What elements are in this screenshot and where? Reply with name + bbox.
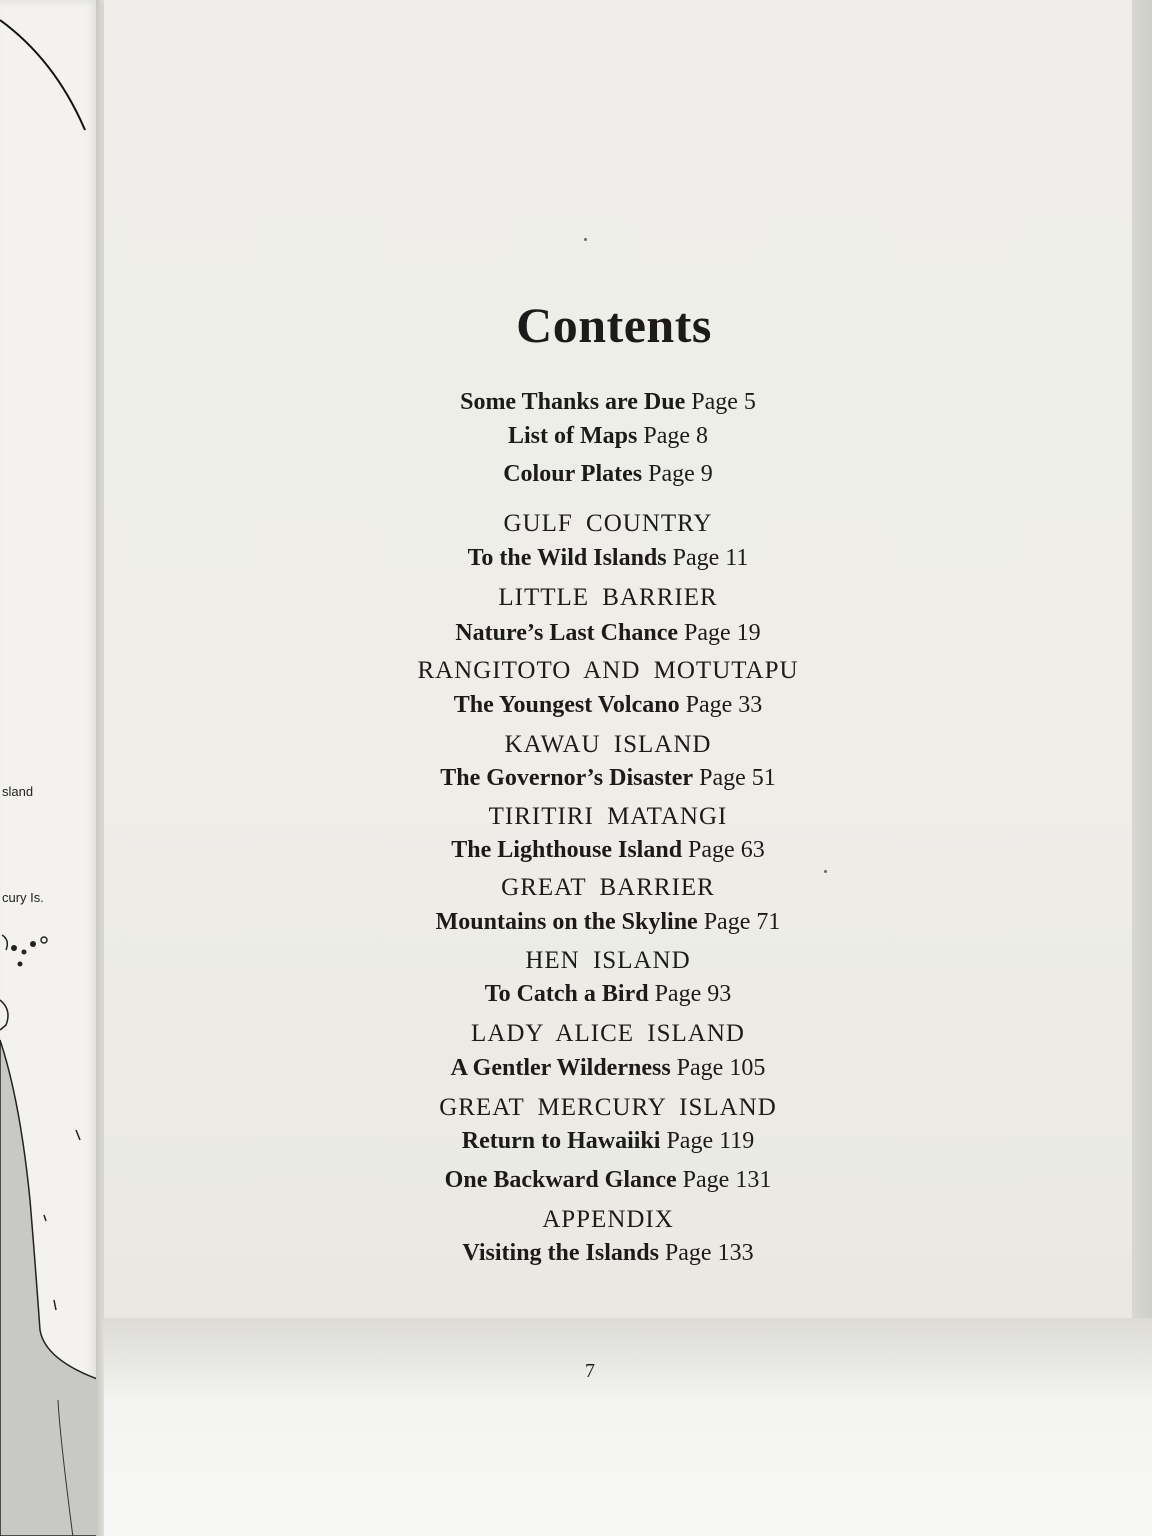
entry-page: Page 71 — [703, 909, 781, 935]
toc-entry — [0, 1128, 1152, 1155]
section-heading: GREAT MERCURY ISLAND — [439, 1094, 777, 1121]
entry-title: To Catch a Bird — [484, 981, 649, 1007]
entry-title: List of Maps — [508, 423, 638, 449]
section-heading: APPENDIX — [542, 1206, 674, 1233]
map-label: sland — [2, 784, 34, 799]
entry-page: Page 11 — [672, 545, 749, 571]
toc-entry — [0, 765, 1152, 792]
entry-title: Colour Plates — [503, 461, 643, 487]
toc-entry — [0, 1240, 1152, 1267]
section-heading: TIRITIRI MATANGI — [488, 803, 728, 830]
toc-entry — [0, 389, 1152, 416]
entry-page: Page 19 — [684, 620, 761, 646]
entry-page: Page 9 — [648, 461, 713, 487]
toc-entry — [0, 1055, 1152, 1082]
entry-page: Page 8 — [643, 423, 708, 449]
toc-entry — [0, 909, 1152, 936]
entry-title: Mountains on the Skyline — [435, 909, 698, 935]
section-heading: HEN ISLAND — [525, 947, 691, 974]
toc-entry — [0, 545, 1152, 572]
entry-title: A Gentler Wilderness — [450, 1055, 671, 1081]
section-heading: KAWAU ISLAND — [504, 731, 712, 758]
section-heading: GULF COUNTRY — [503, 510, 713, 537]
entry-title: Some Thanks are Due — [460, 389, 686, 415]
entry-page: Page 133 — [664, 1240, 754, 1266]
toc-entry — [0, 837, 1152, 864]
entry-page: Page 119 — [666, 1128, 755, 1154]
entry-title: Return to Hawaiiki — [461, 1128, 661, 1154]
paper-speck — [824, 870, 827, 873]
entry-title: One Backward Glance — [444, 1167, 677, 1193]
toc-entry — [0, 1167, 1152, 1194]
entry-page: Page 93 — [654, 981, 732, 1007]
section-heading: LADY ALICE ISLAND — [471, 1020, 745, 1047]
toc-entry — [0, 692, 1152, 719]
section-heading: LITTLE BARRIER — [498, 584, 718, 611]
entry-page: Page 51 — [699, 765, 776, 791]
entry-page: Page 63 — [688, 837, 765, 863]
entry-page: Page 5 — [691, 389, 756, 415]
entry-title: To the Wild Islands — [467, 545, 667, 571]
toc-entry — [0, 620, 1152, 647]
page-title: Contents — [516, 297, 712, 353]
page-number: 7 — [585, 1360, 595, 1382]
entry-title: The Governor’s Disaster — [440, 765, 694, 791]
entry-page: Page 131 — [682, 1167, 772, 1193]
entry-title: Nature’s Last Chance — [455, 620, 678, 646]
section-heading: RANGITOTO AND MOTUTAPU — [417, 657, 799, 684]
entry-title: Visiting the Islands — [462, 1240, 659, 1266]
paper-speck — [584, 238, 587, 241]
toc-entry — [0, 981, 1152, 1008]
toc-entry — [0, 461, 1152, 488]
page-bottom-edge — [104, 1318, 1152, 1536]
section-heading: GREAT BARRIER — [501, 874, 715, 901]
entry-page: Page 33 — [685, 692, 763, 718]
entry-title: The Youngest Volcano — [453, 692, 680, 718]
toc-entry — [0, 423, 1152, 450]
map-label: cury Is. — [2, 890, 44, 905]
entry-page: Page 105 — [676, 1055, 766, 1081]
entry-title: The Lighthouse Island — [451, 837, 683, 863]
